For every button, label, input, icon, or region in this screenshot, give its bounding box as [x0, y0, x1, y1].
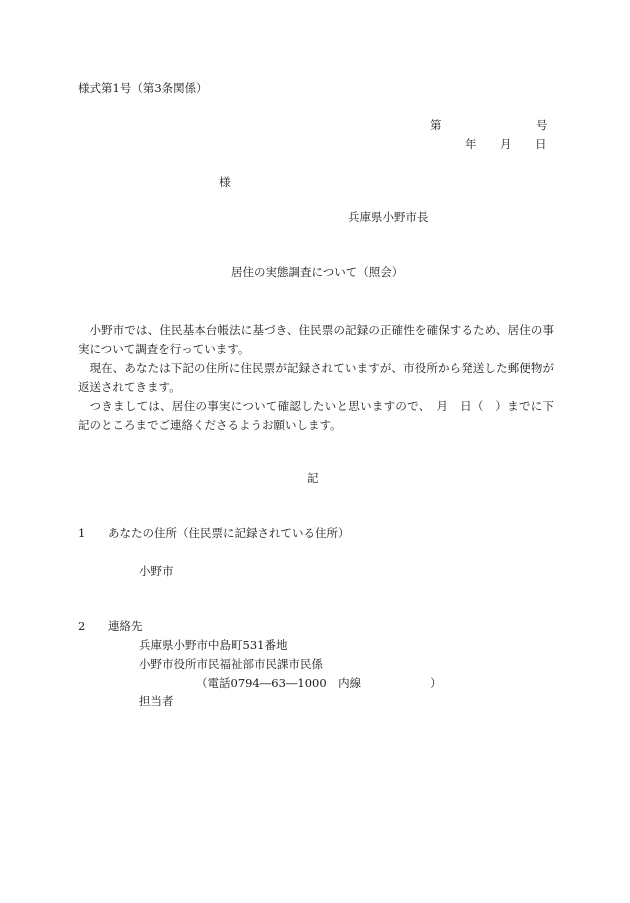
section2-number: 2 [78, 619, 86, 633]
section1-heading: あなたの住所（住民票に記録されている住所） [108, 526, 350, 540]
body-text [78, 321, 554, 435]
section1-address: 小野市 [139, 564, 174, 578]
contact-person: 担当者 [139, 694, 174, 708]
document-title: 居住の実態調査について（照会） [231, 265, 404, 279]
addressee-suffix: 様 [219, 175, 231, 189]
contact-address: 兵庫県小野市中島町531番地 [139, 638, 288, 652]
form-label: 様式第1号（第3条関係） [78, 81, 208, 95]
section2-heading: 連絡先 [108, 619, 143, 633]
body-paragraph-3: つきましては、居住の事実について確認したいと思いますので、 月 日（ ）までに下記のところまでご連絡くださるようお願いします。 [78, 399, 554, 432]
contact-office: 小野市役所市民福祉部市民課市民係 [139, 657, 323, 671]
ki-heading: 記 [307, 471, 319, 485]
date-year: 年 [465, 137, 477, 151]
date-day: 日 [535, 137, 547, 151]
contact-phone: （電話0794―63―1000 内線 ） [196, 676, 442, 690]
section1-number: 1 [78, 526, 86, 540]
ref-number-suffix: 号 [536, 118, 548, 132]
body-paragraph-1: 小野市では、住民基本台帳法に基づき、住民票の記録の正確性を確保するため、居住の事実について調査を行っています。 [78, 323, 554, 356]
sender-name: 兵庫県小野市長 [348, 210, 429, 224]
body-paragraph-2: 現在、あなたは下記の住所に住民票が記録されていますが、市役所から発送した郵便物が返送されてきます。 [78, 361, 554, 394]
ref-number-prefix: 第 [430, 118, 442, 132]
date-month: 月 [500, 137, 512, 151]
